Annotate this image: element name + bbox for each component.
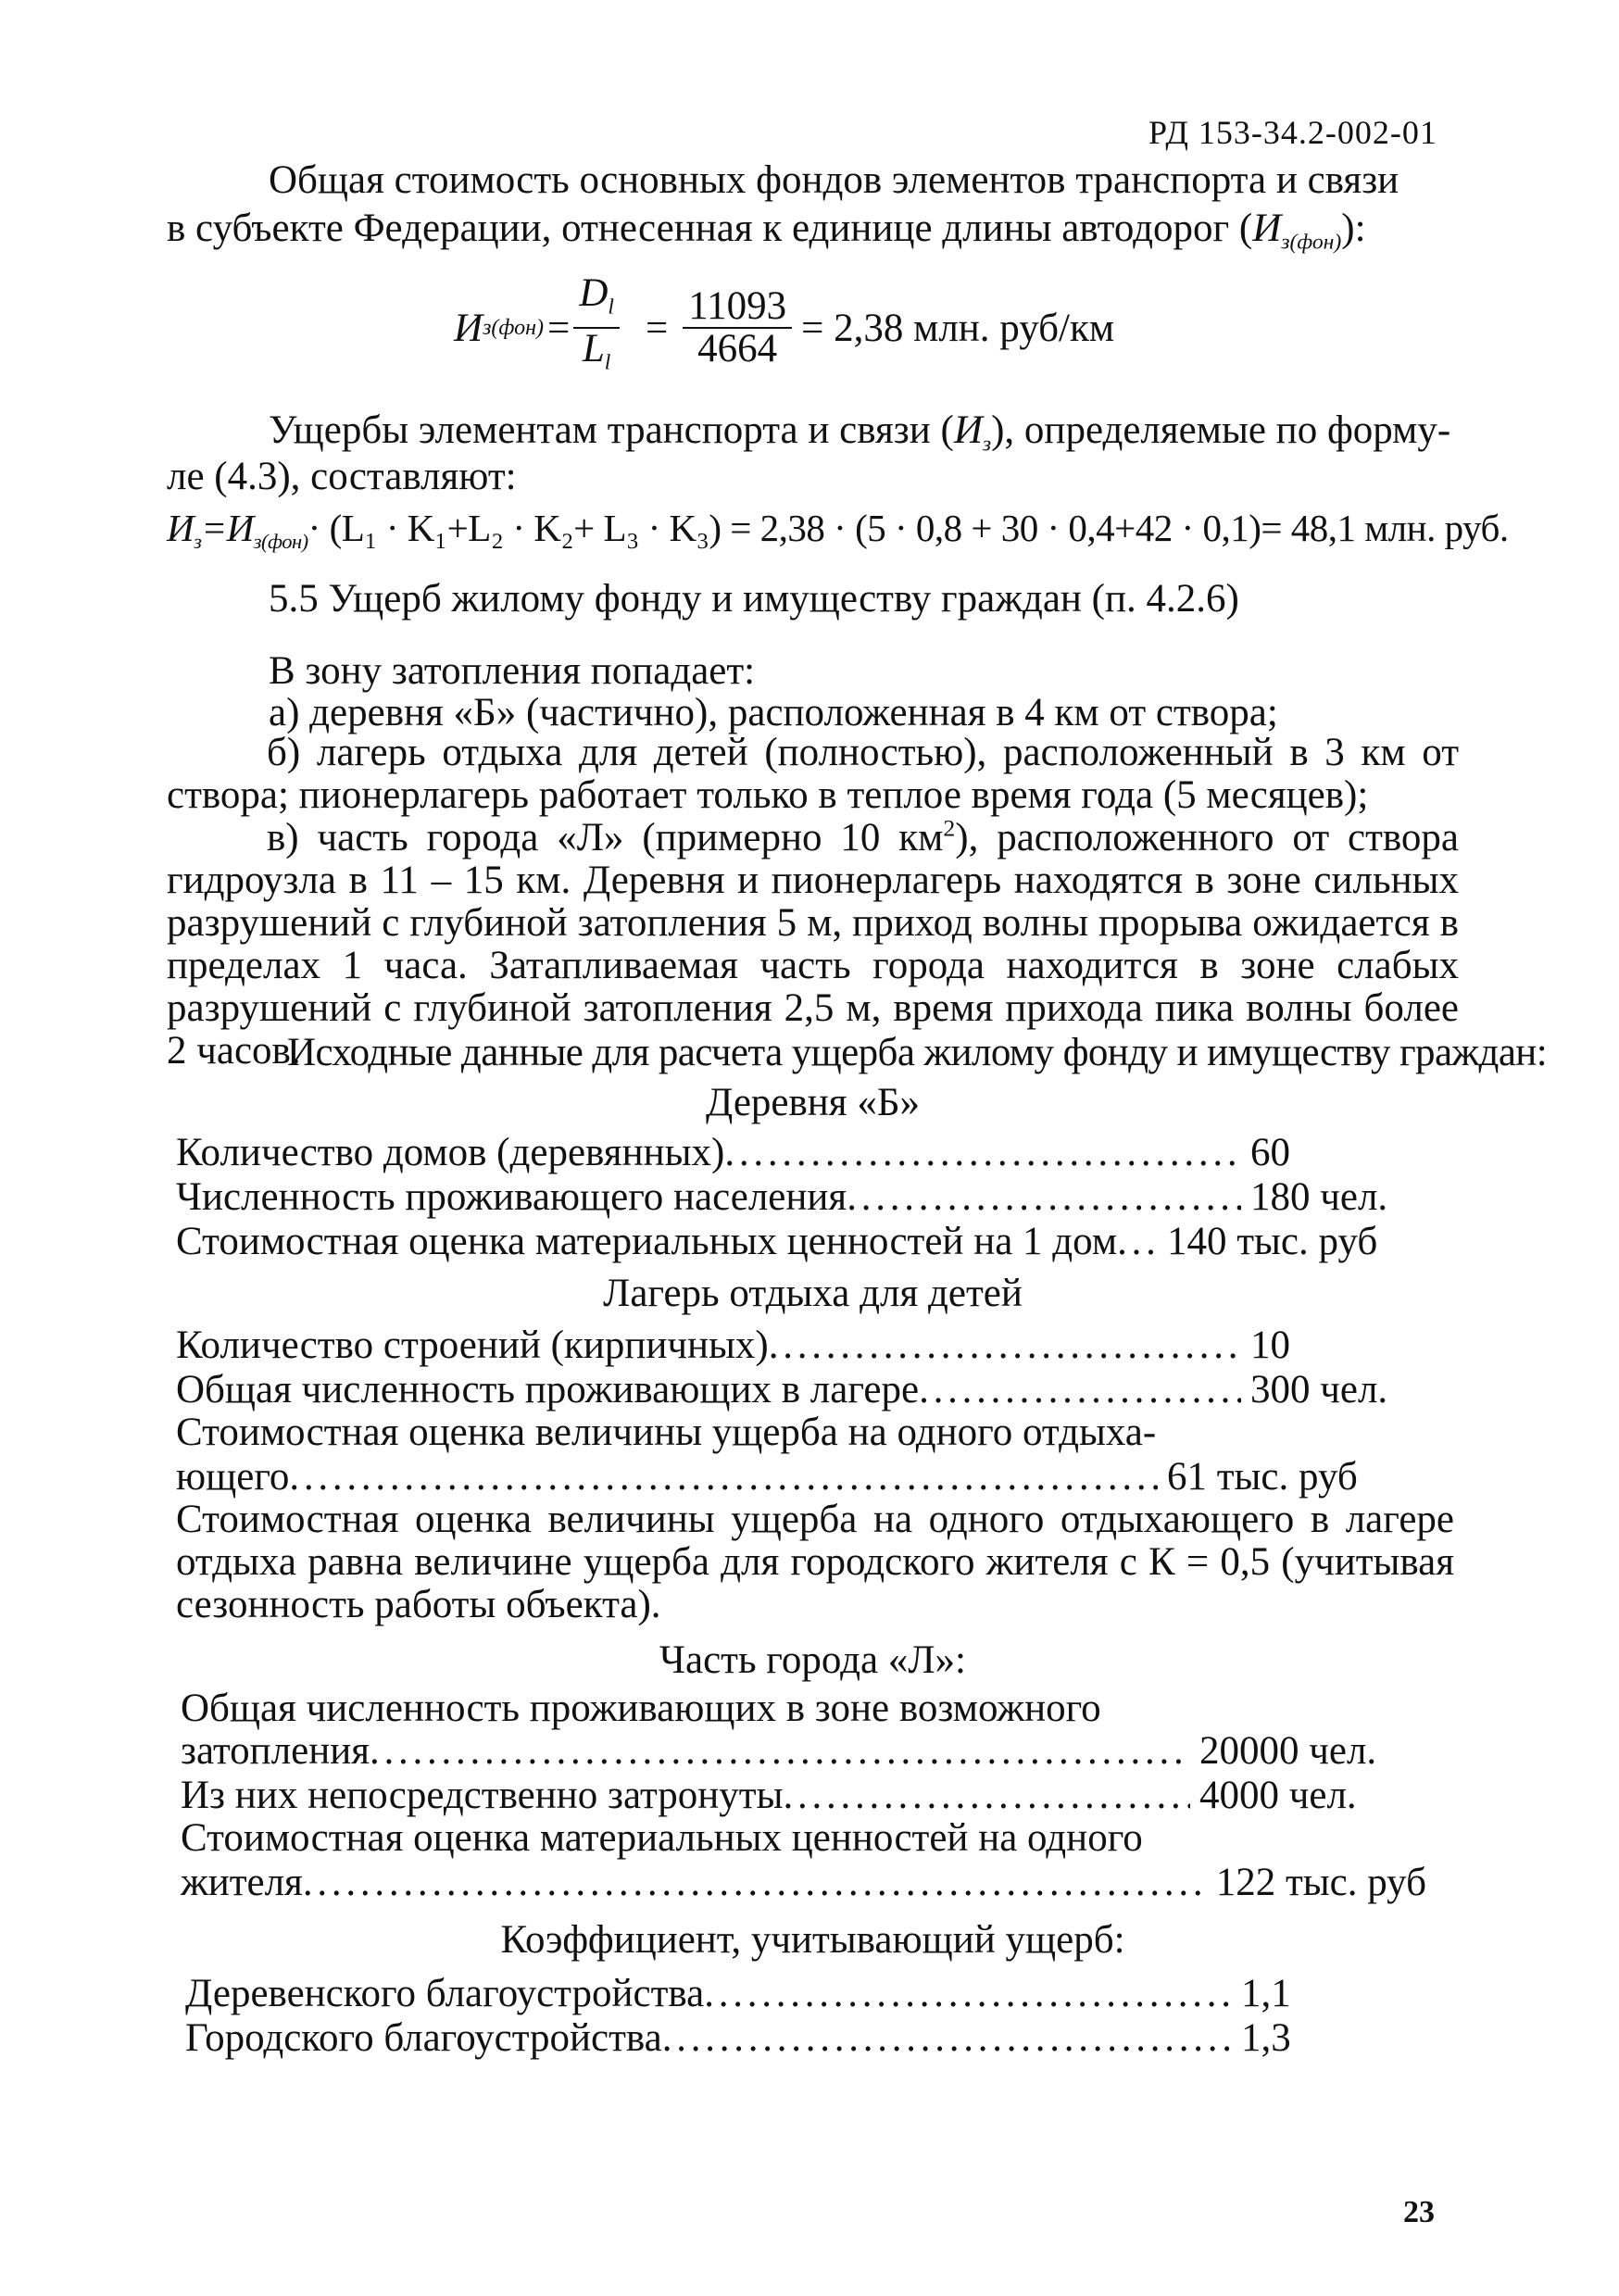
row-value: 4000 чел. xyxy=(1199,1774,1357,1817)
fraction-1-numerator-sub: l xyxy=(608,295,614,320)
formula-cost-per-km xyxy=(454,273,1114,383)
dotted-leader xyxy=(783,1773,1190,1818)
camp-row-damage xyxy=(176,1454,1408,1499)
dotted-leader xyxy=(303,1860,1204,1905)
page-number: 23 xyxy=(1403,2195,1435,2229)
dotted-leader xyxy=(847,1174,1241,1220)
row-value: 122 тыс. руб xyxy=(1215,1861,1426,1904)
dotted-leader xyxy=(704,1971,1232,2016)
city-row-3-line-1: Стоимостная оценка материальных ценностей на одного xyxy=(181,1816,1143,1860)
fraction-d-over-l xyxy=(573,273,620,383)
paragraph-2-line-2: ле (4.3), составляют: xyxy=(167,455,517,498)
flood-zone-item-c-rest: ), расположенного от створа гидроузла в 11 – 15 км. Деревня и пионерлагерь находятся в зоне сильных разрушений с глубиной затопления 5 м, приход волны прорыва ожидается в пределах 1 часа. Затапливаемая часть города находится в зоне слабых разрушений с глубиной затопления 2,5 м, время прихода пика волны более 2 часов. xyxy=(167,816,1459,1073)
fraction-2-numerator: 11093 xyxy=(683,286,792,329)
coefficient-row-village xyxy=(185,1971,1315,2016)
row-label: Общая численность проживающих в лагере xyxy=(176,1368,920,1411)
city-row-1-line-1: Общая численность проживающих в зоне возможного xyxy=(181,1687,1101,1730)
row-value: 1,3 xyxy=(1241,2016,1291,2060)
city-row-affected xyxy=(181,1773,1385,1818)
formula-1-eq2: = xyxy=(645,306,669,350)
section-5-5-heading: 5.5 Ущерб жилому фонду и имуществу граждан (п. 4.2.6) xyxy=(269,577,1239,621)
row-label: затопления xyxy=(181,1729,370,1773)
dotted-leader xyxy=(724,1130,1241,1175)
fraction-numeric xyxy=(683,286,792,370)
village-row-population xyxy=(176,1174,1388,1220)
village-row-value-per-house xyxy=(176,1219,1408,1264)
fraction-1-numerator: D xyxy=(579,271,609,315)
row-value: 60 xyxy=(1250,1131,1290,1174)
superscript-2: 2 xyxy=(943,814,956,842)
row-label: ющего xyxy=(176,1455,290,1499)
symbol-i: И xyxy=(1252,207,1282,250)
paragraph-2-line-1-text: Ущербы элементам транспорта и связи ( xyxy=(269,408,954,452)
dotted-leader xyxy=(370,1728,1190,1774)
flood-zone-item-a: а) деревня «Б» (частично), расположенная в 4 км от створа; xyxy=(269,691,1278,734)
coefficient-row-city xyxy=(185,2015,1315,2061)
row-value: 300 чел. xyxy=(1250,1368,1388,1411)
dotted-leader xyxy=(662,2015,1232,2061)
row-label: Городского благоустройства xyxy=(185,2016,662,2060)
fraction-1-denominator: L xyxy=(582,327,605,371)
document-code: РД 153-34.2-002-01 xyxy=(1148,114,1437,151)
formula-2-lhs-sub: з xyxy=(194,529,202,553)
city-row-total xyxy=(181,1728,1385,1774)
formula-2-eq-sub: з(фон) xyxy=(253,529,308,553)
symbol-i: И xyxy=(953,408,983,452)
camp-row-residents xyxy=(176,1367,1388,1412)
row-label: Численность проживающего населения xyxy=(176,1175,847,1219)
formula-1-lhs-sub: з(фон) xyxy=(483,315,545,340)
flood-zone-item-b: б) лагерь отдыха для детей (полностью), расположенный в 3 км от створа; пионерлагерь работает только в теплое время года (5 месяцев); xyxy=(167,731,1459,817)
paragraph-1-line-2-end: ): xyxy=(1341,207,1366,250)
paragraph-1-line-1: Общая стоимость основных фондов элементов транспорта и связи xyxy=(269,158,1399,202)
dotted-leader xyxy=(919,1367,1241,1412)
row-value: 180 чел. xyxy=(1250,1175,1388,1219)
formula-1-eq: = xyxy=(547,306,571,350)
fraction-1-denominator-sub: l xyxy=(604,350,611,375)
flood-zone-item-c-text: в) часть города «Л» (примерно 10 км xyxy=(267,816,944,859)
formula-2-lhs: И xyxy=(167,507,195,549)
camp-row-damage-line-1: Стоимостная оценка величины ущерба на одного отдыха- xyxy=(176,1411,1157,1454)
initial-data-title: Исходные данные для расчета ущерба жилому фонду и имуществу граждан: xyxy=(287,1031,1548,1074)
camp-note: Стоимостная оценка величины ущерба на одного отдыхающего в лагере отдыха равна величине ущерба для городского жителя с К = 0,5 (учитывая сезонность работы объекта). xyxy=(176,1498,1454,1626)
formula-1-result: = 2,38 млн. руб/км xyxy=(801,306,1115,350)
paragraph-1-line-2-text: в субъекте Федерации, отнесенная к единице длины автодорог ( xyxy=(167,207,1253,250)
coefficients-title: Коэффициент, учитывающий ущерб: xyxy=(500,1918,1125,1962)
row-label: Количество домов (деревянных) xyxy=(176,1131,725,1174)
city-row-value-per-resident xyxy=(181,1860,1426,1905)
dotted-leader xyxy=(769,1323,1241,1368)
village-title: Деревня «Б» xyxy=(705,1081,921,1124)
row-value: 1,1 xyxy=(1241,1972,1291,2015)
row-value: 61 тыс. руб xyxy=(1167,1455,1358,1499)
dotted-leader xyxy=(1117,1219,1158,1264)
camp-row-buildings xyxy=(176,1323,1371,1368)
flood-zone-intro: В зону затопления попадает: xyxy=(269,649,756,693)
row-label: Количество строений (кирпичных) xyxy=(176,1324,769,1367)
row-value: 20000 чел. xyxy=(1199,1729,1377,1773)
row-label: Из них непосредственно затронуты xyxy=(181,1774,784,1817)
symbol-i-subscript: з(фон) xyxy=(1281,230,1342,255)
formula-damage-transport xyxy=(167,505,1509,565)
formula-2-eq-symbol: =И xyxy=(201,507,254,549)
fraction-2-denominator: 4664 xyxy=(697,327,778,371)
camp-title: Лагерь отдыха для детей xyxy=(603,1272,1023,1315)
paragraph-2-line-1-end: ), определяемые по форму- xyxy=(991,408,1451,452)
paragraph-1-line-2 xyxy=(167,206,1366,265)
village-row-houses xyxy=(176,1130,1371,1175)
row-label: Деревенского благоустройства xyxy=(185,1972,705,2015)
row-value: 140 тыс. руб xyxy=(1167,1220,1378,1263)
row-label: жителя xyxy=(181,1861,303,1904)
row-label: Стоимостная оценка материальных ценностей на 1 дом xyxy=(176,1220,1118,1263)
dotted-leader xyxy=(289,1454,1158,1499)
formula-2-text: · (L₁ · K₁+L₂ · K₂+ L₃ · K₃) = 2,38 · (5 · 0,8 + 30 · 0,4+42 · 0,1)= 48,1 млн. руб. xyxy=(307,507,1509,549)
row-value: 10 xyxy=(1250,1324,1290,1367)
symbol-i-subscript: з xyxy=(982,432,992,457)
city-title: Часть города «Л»: xyxy=(659,1638,966,1682)
formula-1-lhs: И xyxy=(454,306,483,350)
